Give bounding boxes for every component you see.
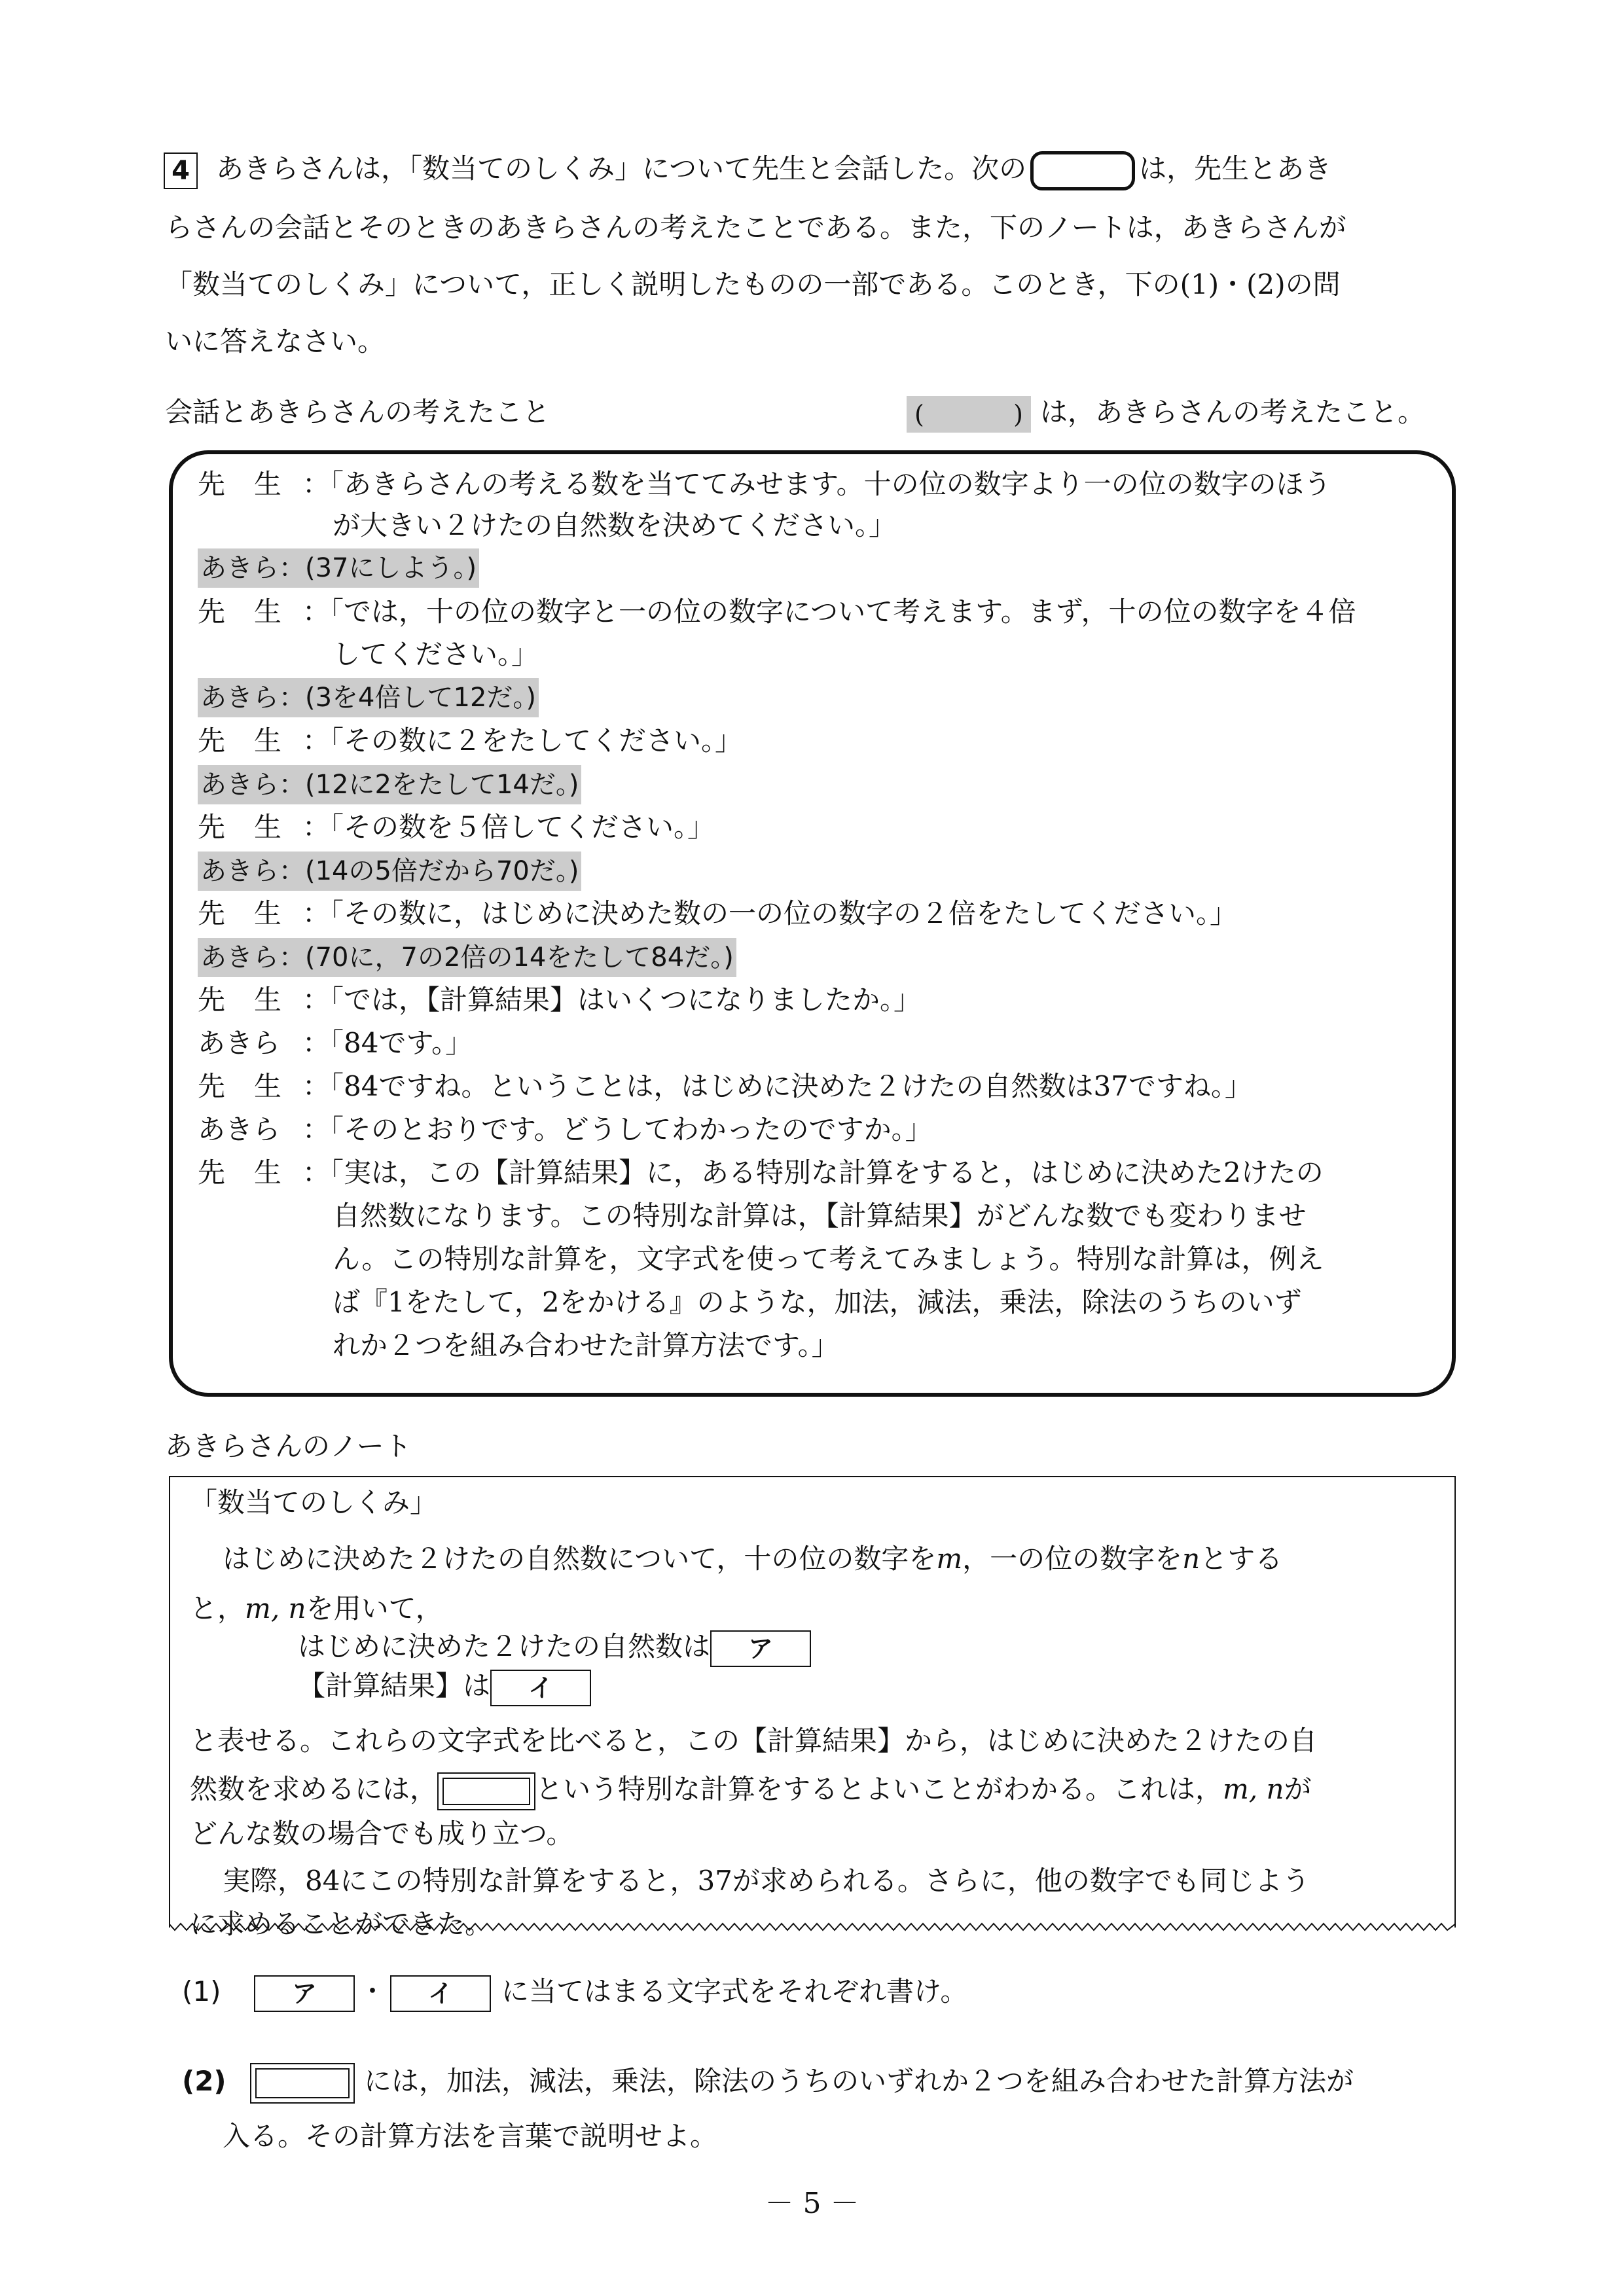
thought-row: [198, 677, 539, 717]
conversation-legend: [907, 393, 1425, 432]
thought-text: ：(14の5倍だから70だ。): [279, 856, 579, 886]
dialog-row: [198, 1110, 933, 1149]
legend-text: は，あきらさんの考えたこと。: [1040, 396, 1426, 428]
question-2-blank-box: [250, 2063, 355, 2104]
note-section-title: あきらさんのノート: [165, 1430, 412, 1462]
question-2-cont: 入る。その計算方法を言葉で説明せよ。: [223, 2120, 718, 2152]
note-text: 然数を求めるには，: [190, 1773, 438, 1805]
answer-box-a: ア: [710, 1630, 811, 1667]
note-text: ，一の位の数字を: [962, 1543, 1183, 1575]
question-1-box-a: ア: [254, 1975, 355, 2012]
vars-mn: m, n: [1223, 1773, 1284, 1805]
speaker-akira: あきら: [200, 553, 279, 583]
problem-number-box: 4: [164, 152, 198, 189]
note-line-2: [190, 1589, 443, 1628]
special-calc-blank-box: [437, 1772, 535, 1810]
akira-thought-highlight: [198, 548, 479, 588]
note-line-9: に求めることができた。: [190, 1908, 493, 1940]
intro-line-4: いに答えなさい。: [165, 325, 386, 357]
note-text: が: [1284, 1773, 1312, 1805]
thought-row: [198, 937, 736, 977]
intro-text-1b: は，先生とあき: [1139, 152, 1332, 185]
var-n: n: [1182, 1543, 1200, 1575]
intro-text-1a: あきらさんは，「数当てのしくみ」について先生と会話した。次の: [216, 152, 1027, 185]
dialog-row: [198, 980, 921, 1020]
dialog-row-cont: してください。」: [333, 638, 539, 670]
legend-open-paren: (: [914, 400, 924, 429]
dialog-row-cont: ん。この特別な計算を，文字式を使って考えてみましょう。特別な計算は，例え: [333, 1243, 1324, 1275]
akira-thought-highlight: [198, 765, 581, 804]
note-text: という特別な計算をするとよいことがわかる。これは，: [535, 1773, 1223, 1805]
dialog-text: ：「その数に，はじめに決めた数の一の位の数字の２倍をたしてください。」: [302, 897, 1238, 929]
intro-line-1: [164, 149, 1331, 188]
dialog-text: ：「84です。」: [302, 1027, 473, 1059]
thought-text: ：(70に，7の2倍の14をたして84だ。): [279, 942, 734, 973]
note-line-5: と表せる。これらの文字式を比べると，この【計算結果】から，はじめに決めた２けたの自: [190, 1725, 1318, 1757]
speaker-sensei: 先生: [198, 1157, 311, 1189]
thought-row: [198, 548, 479, 587]
akira-thought-highlight: [198, 678, 539, 717]
intro-line-3: 「数当てのしくみ」について，正しく説明したものの一部である。このとき，下の(1)・(2)の問: [165, 268, 1341, 300]
dialog-row: [198, 1153, 1324, 1193]
thought-row: [198, 851, 581, 890]
question-1-text: に当てはまる文字式をそれぞれ書け。: [501, 1975, 968, 2007]
dialog-row-cont: れか２つを組み合わせた計算方法です。」: [333, 1329, 839, 1361]
question-2-number: (2): [182, 2065, 226, 2097]
note-text: はじめに決めた２けたの自然数は: [298, 1630, 711, 1662]
speaker-sensei: 先生: [198, 811, 311, 843]
speaker-akira: あきら: [200, 770, 279, 800]
speaker-sensei: 先生: [198, 596, 311, 628]
thought-text: ：(12に2をたして14だ。): [279, 770, 579, 800]
speaker-sensei: 先生: [198, 468, 311, 500]
note-text: と，: [190, 1592, 245, 1624]
separator-dot: ・: [358, 1975, 386, 2007]
dialog-row: [198, 721, 742, 761]
question-2-text-a: には，加法，減法，乗法，除法のうちのいずれか２つを組み合わせた計算方法が: [364, 2065, 1354, 2097]
note-text: 【計算結果】は: [298, 1670, 491, 1702]
note-heading: 「数当てのしくみ」: [190, 1486, 438, 1518]
thought-text: ：(3を4倍して12だ。): [279, 683, 537, 713]
speaker-akira: あきら: [198, 1113, 281, 1145]
question-1-box-b: イ: [390, 1975, 491, 2012]
conversation-placeholder-rounded-box: [1030, 151, 1135, 190]
question-1: [182, 1972, 967, 2011]
note-text: を用いて，: [306, 1592, 443, 1624]
speaker-akira: あきら: [200, 683, 279, 713]
speaker-akira: あきら: [200, 856, 279, 886]
dialog-row: [198, 1024, 473, 1063]
speaker-sensei: 先生: [198, 725, 311, 757]
question-1-number: (1): [182, 1975, 221, 2007]
var-m: m: [936, 1543, 963, 1575]
speaker-akira: あきら: [200, 942, 279, 973]
note-line-8: 実際，84にこの特別な計算をすると，37が求められる。さらに，他の数字でも同じよう: [223, 1865, 1310, 1897]
akira-thought-highlight: [198, 852, 581, 891]
page-number: － 5 －: [765, 2187, 859, 2220]
note-expr-a: [298, 1627, 811, 1666]
akira-thought-highlight: [198, 938, 736, 977]
dialog-text: ：「実は，この【計算結果】に，ある特別な計算をすると，はじめに決めた2けたの: [302, 1157, 1324, 1189]
dialog-text: ：「そのとおりです。どうしてわかったのですか。」: [302, 1113, 933, 1145]
answer-box-b: イ: [490, 1670, 591, 1706]
dialog-row: [198, 808, 715, 847]
speaker-akira: あきら: [198, 1027, 281, 1059]
note-text: はじめに決めた２けたの自然数について，十の位の数字を: [223, 1543, 937, 1575]
dialog-row: [198, 894, 1237, 933]
vars-mn: m, n: [245, 1592, 306, 1624]
dialog-row-cont: ば『1をたして，2をかける』のような，加法，減法，乗法，除法のうちのいず: [333, 1286, 1302, 1318]
conversation-section-title: 会話とあきらさんの考えたこと: [165, 396, 550, 428]
speaker-sensei: 先生: [198, 897, 311, 929]
dialog-row-cont: 自然数になります。この特別な計算は，【計算結果】がどんな数でも変わりませ: [333, 1200, 1307, 1232]
note-line-1: [223, 1539, 1282, 1579]
dialog-text: ：「その数に２をたしてください。」: [302, 725, 743, 757]
note-expr-b: [298, 1666, 591, 1706]
dialog-text: ：「あきらさんの考える数を当ててみせます。十の位の数字より一の位の数字のほう: [302, 468, 1331, 500]
legend-gray-swatch: [907, 396, 1031, 433]
speaker-sensei: 先生: [198, 1070, 311, 1102]
dialog-row: [198, 1067, 1252, 1106]
thought-text: ：(37にしよう。): [279, 553, 477, 583]
note-text: とする: [1200, 1543, 1283, 1575]
speaker-sensei: 先生: [198, 984, 311, 1016]
dialog-row: [198, 465, 1331, 504]
thought-row: [198, 764, 581, 804]
intro-line-2: らさんの会話とそのときのあきらさんの考えたことである。また，下のノートは，あきらさんが: [165, 211, 1346, 243]
question-2: [182, 2062, 1354, 2101]
note-line-7: どんな数の場合でも成り立つ。: [190, 1818, 574, 1850]
dialog-row: [198, 592, 1356, 632]
dialog-row-cont: が大きい２けたの自然数を決めてください。」: [333, 509, 897, 541]
legend-close-paren: ): [1013, 400, 1023, 429]
dialog-text: ：「84ですね。ということは，はじめに決めた２けたの自然数は37ですね。」: [302, 1070, 1252, 1102]
note-line-6: [190, 1770, 1312, 1809]
dialog-text: ：「では，【計算結果】はいくつになりましたか。」: [302, 984, 922, 1016]
dialog-text: ：「では，十の位の数字と一の位の数字について考えます。まず，十の位の数字を４倍: [302, 596, 1356, 628]
dialog-text: ：「その数を５倍してください。」: [302, 811, 715, 843]
